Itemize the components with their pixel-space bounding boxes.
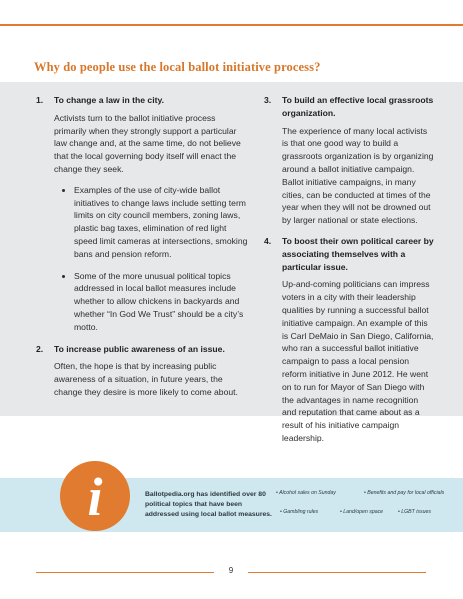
top-accent-rule (0, 24, 463, 26)
list-item: • Examples of the use of city-wide ballot initiatives to change laws include setting term limits on city council members, zoning laws, plastic bag taxes, elimination of red light speed limit cameras at intersections, smoking bans and pension reform. (74, 184, 250, 261)
section-heading: Why do people use the local ballot initiative process? (34, 60, 321, 74)
item-number: 4. (264, 235, 272, 246)
topic-item: • Benefits and pay for local officials (364, 490, 445, 496)
info-icon (60, 461, 130, 531)
item-title: To change a law in the city. (54, 95, 164, 105)
item-title: To increase public awareness of an issue. (54, 343, 225, 354)
reason-item-4 (264, 235, 434, 445)
item-text: Often, the hope is that by increasing public awareness of a situation, in future years, the change they desire is more likely to come about. (54, 361, 238, 397)
reason-item-3 (264, 94, 434, 227)
item-number: 1. (36, 95, 44, 105)
reason-item-2 (36, 343, 250, 399)
item-text: Up-and-coming politicians can impress voters in a city with their leadership qualities by running a successful ballot initiative campaign. An example of this is Carl DeMaio in San Diego, California, who ran a successful ballot initiative campaign to pass a local pension reform initiative in June 2012. He went on to run for Mayor of San Diego with the advantages in name recognition and reputation that came about as a result of his initiative campaign leadership. (282, 279, 434, 443)
topic-item: • Alcohol sales on Sunday (276, 490, 336, 496)
topic-list (276, 490, 456, 522)
left-column (36, 94, 250, 407)
item-title: To boost their own political career by associating themselves with a particular issue. (282, 235, 434, 272)
right-column (264, 94, 434, 453)
footer-rule-right (248, 572, 426, 573)
reason-item-1 (36, 94, 250, 334)
example-list (64, 184, 250, 334)
page-number: 9 (228, 566, 234, 575)
item-number: 3. (264, 95, 272, 105)
item-number: 2. (36, 343, 44, 354)
topic-item: • Land/open space (340, 509, 384, 515)
item-text: Activists turn to the ballot initiative process primarily when they strongly support a particular law change and, at the same time, do not believe that the local governing body itself will enact the change they seek. (54, 112, 241, 174)
list-item: • Some of the more unusual political topics addressed in local ballot measures include whether to allow chickens in backyards and whether “In God We Trust” should be a city’s motto. (74, 270, 250, 334)
topic-item: • Gambling rules (280, 509, 319, 515)
info-letter: i (87, 467, 103, 527)
item-text: The experience of many local activists is that one good way to build a grassroots organization is by organizing around a ballot initiative campaign. Ballot initiative campaigns, in many cities, can be conducted at times of the year when they will not be drowned out by larger national or state elections. (282, 125, 434, 226)
info-text: Ballotpedia.org has identified over 80 political topics that have been addressed using local ballot measures. (145, 491, 272, 518)
item-title: To build an effective local grassroots organization. (282, 95, 434, 118)
topic-item: • LGBT issues (398, 509, 431, 515)
footer-rule-left (36, 572, 214, 573)
